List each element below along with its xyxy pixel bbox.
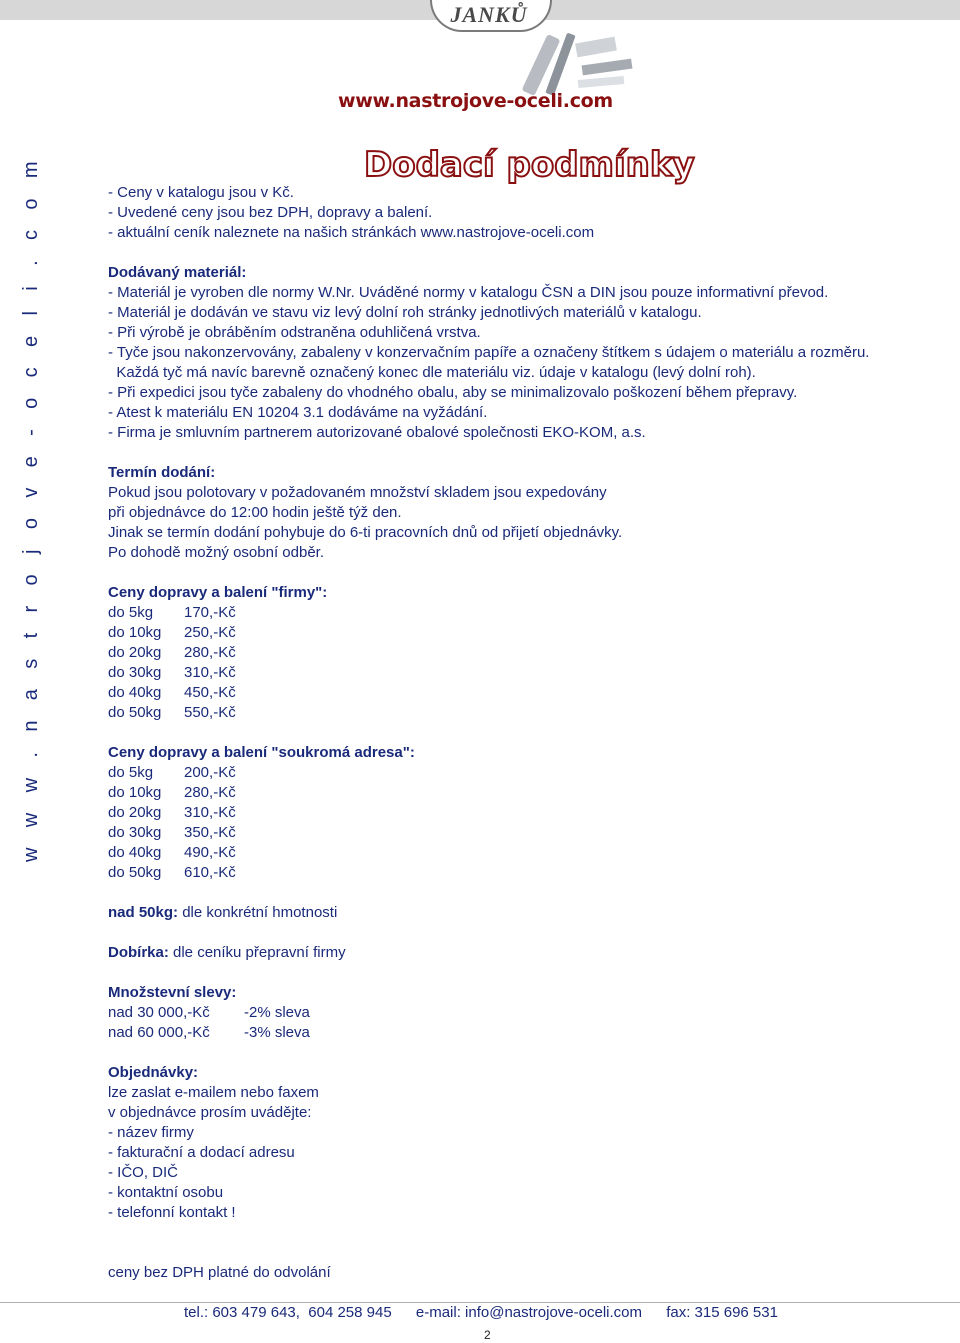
orders-line: - název firmy xyxy=(108,1124,194,1141)
price-cell: 550,-Kč xyxy=(184,704,236,721)
footer-contacts xyxy=(184,1304,798,1321)
company-logo: JANKŮ xyxy=(450,2,528,27)
orders-line: - fakturační a dodací adresu xyxy=(108,1144,295,1161)
site-url: www.nastrojove-oceli.com xyxy=(338,90,613,112)
material-line: - Materiál je vyroben dle normy W.Nr. Uváděné normy v katalogu ČSN a DIN jsou pouze informativní převod. xyxy=(108,284,829,301)
price-row xyxy=(108,763,415,783)
validity-note: ceny bez DPH platné do odvolání xyxy=(108,1264,331,1281)
price-cell: 310,-Kč xyxy=(184,664,236,681)
price-cell: 310,-Kč xyxy=(184,804,236,821)
private-prices-heading: Ceny dopravy a balení "soukromá adresa": xyxy=(108,744,415,761)
price-row xyxy=(108,843,415,863)
delivery-line: Pokud jsou polotovary v požadovaném množství skladem jsou expedovány xyxy=(108,484,607,501)
discount-cell: -2% sleva xyxy=(244,1004,310,1021)
material-heading: Dodávaný materiál: xyxy=(108,264,247,281)
price-cell: 280,-Kč xyxy=(184,644,236,661)
weight-cell: do 10kg xyxy=(108,624,162,641)
page-number: 2 xyxy=(484,1328,491,1342)
price-row xyxy=(108,863,415,883)
weight-cell: do 50kg xyxy=(108,864,162,881)
material-block xyxy=(108,263,869,443)
price-cell: 610,-Kč xyxy=(184,864,236,881)
price-row xyxy=(108,643,327,663)
price-row xyxy=(108,623,327,643)
material-line: - Firma je smluvním partnerem autorizované obalové společnosti EKO-KOM, a.s. xyxy=(108,424,646,441)
discount-row xyxy=(108,1023,310,1043)
firm-prices-block xyxy=(108,583,327,723)
price-cell: 280,-Kč xyxy=(184,784,236,801)
weight-cell: do 10kg xyxy=(108,784,162,801)
delivery-line: při objednávce do 12:00 hodin ještě týž den. xyxy=(108,504,402,521)
over-50kg-label: nad 50kg: xyxy=(108,904,179,921)
intro-line: - aktuální ceník naleznete na našich stránkách www.nastrojove-oceli.com xyxy=(108,224,595,241)
weight-cell: do 30kg xyxy=(108,664,162,681)
discount-cell: -3% sleva xyxy=(244,1024,310,1041)
material-line: - Tyče jsou nakonzervovány, zabaleny v konzervačním papíře a označeny štítkem s údajem o materiálu a rozměru. xyxy=(108,344,870,361)
amount-cell: nad 30 000,-Kč xyxy=(108,1004,210,1021)
over-50kg-text: dle konkrétní hmotnosti xyxy=(178,904,338,921)
price-row xyxy=(108,823,415,843)
price-row xyxy=(108,803,415,823)
over-50kg-line xyxy=(108,903,337,923)
price-cell: 450,-Kč xyxy=(184,684,236,701)
orders-line: - telefonní kontakt ! xyxy=(108,1204,236,1221)
price-cell: 170,-Kč xyxy=(184,604,236,621)
side-url-vertical: w w w . n a s t r o j o v e - o c e l i . c o m xyxy=(20,154,42,862)
price-row xyxy=(108,603,327,623)
cod-label: Dobírka: xyxy=(108,944,169,961)
orders-heading: Objednávky: xyxy=(108,1064,199,1081)
price-row xyxy=(108,703,327,723)
weight-cell: do 40kg xyxy=(108,844,162,861)
cod-line xyxy=(108,943,346,963)
delivery-block xyxy=(108,463,622,563)
discount-row xyxy=(108,1003,310,1023)
delivery-line: Jinak se termín dodání pohybuje do 6-ti pracovních dnů od přijetí objednávky. xyxy=(108,524,623,541)
orders-line: lze zaslat e-mailem nebo faxem xyxy=(108,1084,319,1101)
intro-line: - Ceny v katalogu jsou v Kč. xyxy=(108,184,294,201)
delivery-heading: Termín dodání: xyxy=(108,464,216,481)
material-line: - Při expedici jsou tyče zabaleny do vhodného obalu, aby se minimalizovalo poškození během přepravy. xyxy=(108,384,798,401)
weight-cell: do 5kg xyxy=(108,604,154,621)
weight-cell: do 20kg xyxy=(108,804,162,821)
footer-divider xyxy=(0,1302,960,1303)
footer-fax: fax: 315 696 531 xyxy=(666,1304,778,1321)
page-title: Dodací podmínky xyxy=(364,145,695,185)
footer-phone: tel.: 603 479 643, 604 258 945 xyxy=(184,1304,392,1321)
footer-email[interactable]: e-mail: info@nastrojove-oceli.com xyxy=(415,1304,643,1321)
orders-line: - IČO, DIČ xyxy=(108,1164,178,1181)
material-line: - Při výrobě je obráběním odstraněna oduhličená vrstva. xyxy=(108,324,481,341)
intro-line: - Uvedené ceny jsou bez DPH, dopravy a balení. xyxy=(108,204,433,221)
weight-cell: do 5kg xyxy=(108,764,154,781)
material-line: Každá tyč má navíc barevně označený konec dle materiálu viz. údaje v katalogu (levý dolní roh). xyxy=(108,364,756,381)
price-row xyxy=(108,683,327,703)
price-row xyxy=(108,663,327,683)
weight-cell: do 40kg xyxy=(108,684,162,701)
material-line: - Materiál je dodáván ve stavu viz levý dolní roh stránky jednotlivých materiálů v katalogu. xyxy=(108,304,702,321)
amount-cell: nad 60 000,-Kč xyxy=(108,1024,210,1041)
orders-block xyxy=(108,1063,319,1223)
intro-block xyxy=(108,183,594,243)
private-prices-block xyxy=(108,743,415,883)
discounts-block xyxy=(108,983,310,1043)
orders-line: - kontaktní osobu xyxy=(108,1184,224,1201)
orders-line: v objednávce prosím uvádějte: xyxy=(108,1104,312,1121)
firm-prices-heading: Ceny dopravy a balení "firmy": xyxy=(108,584,328,601)
weight-cell: do 20kg xyxy=(108,644,162,661)
price-cell: 250,-Kč xyxy=(184,624,236,641)
price-cell: 490,-Kč xyxy=(184,844,236,861)
weight-cell: do 50kg xyxy=(108,704,162,721)
discounts-heading: Množstevní slevy: xyxy=(108,984,237,1001)
price-cell: 350,-Kč xyxy=(184,824,236,841)
delivery-line: Po dohodě možný osobní odběr. xyxy=(108,544,324,561)
price-cell: 200,-Kč xyxy=(184,764,236,781)
cod-text: dle ceníku přepravní firmy xyxy=(168,944,346,961)
weight-cell: do 30kg xyxy=(108,824,162,841)
material-line: - Atest k materiálu EN 10204 3.1 dodáváme na vyžádání. xyxy=(108,404,488,421)
price-row xyxy=(108,783,415,803)
